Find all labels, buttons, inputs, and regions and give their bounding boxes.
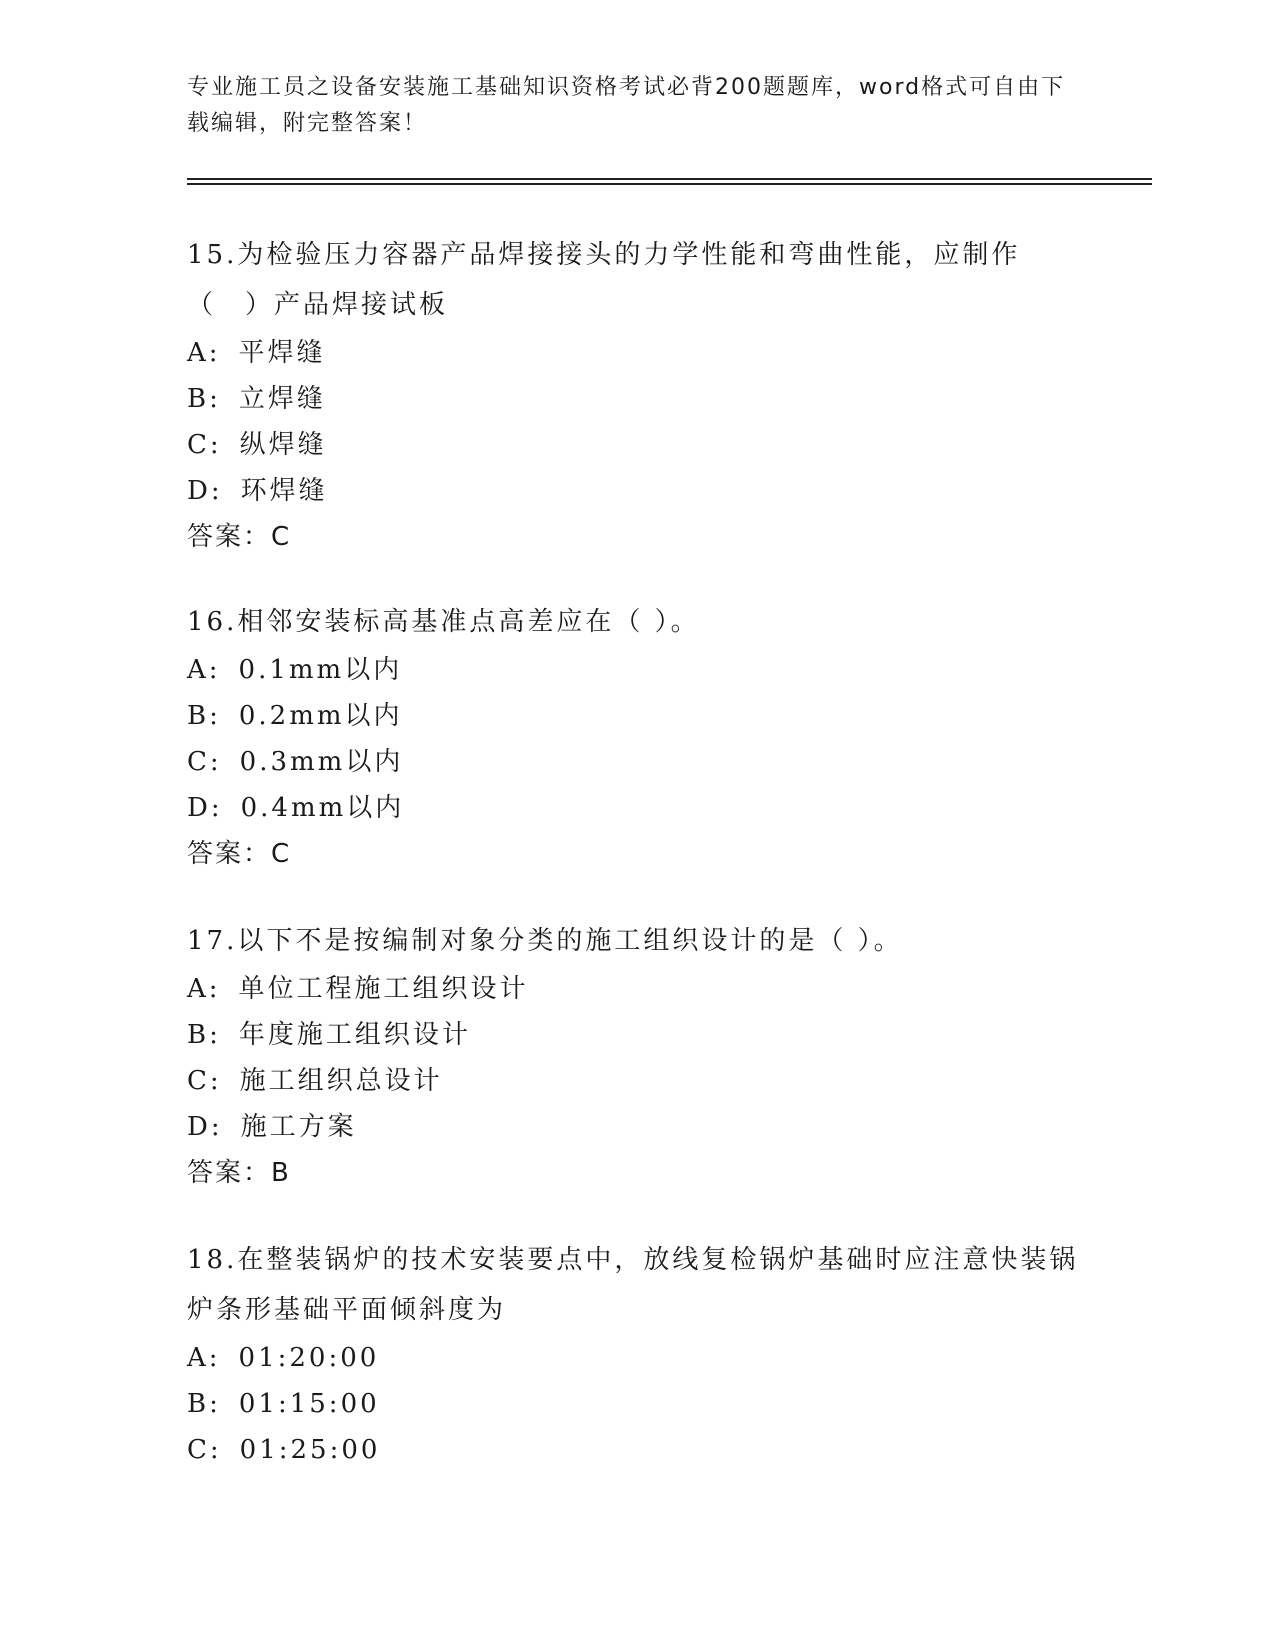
option-c [187,1427,1087,1473]
option-d [187,1104,1087,1150]
option-a [187,647,1087,693]
option-d [187,468,1087,514]
option-c [187,1058,1087,1104]
header-divider-bottom [187,183,1152,185]
answer-line: 答案：C [187,839,292,869]
option-letter: A: [187,1343,221,1373]
question-18 [187,1235,1087,1473]
option-text: 01:25:00 [239,1435,381,1465]
option-a [187,330,1087,376]
option-text: 0.4mm以内 [240,793,405,823]
option-letter: B: [187,701,221,731]
option-letter: B: [187,1020,221,1050]
document-header: 专业施工员之设备安装施工基础知识资格考试必背200题题库，word格式可自由下载编辑，附完整答案！ [187,75,1066,136]
option-text: 立焊缝 [238,384,326,414]
question-16 [187,597,1087,877]
option-d [187,785,1087,831]
question-title: 17.以下不是按编制对象分类的施工组织设计的是（ ）。 [187,926,903,956]
option-text: 0.3mm以内 [239,747,404,777]
option-letter: C: [187,747,222,777]
option-text: 纵焊缝 [239,430,327,460]
option-b [187,1012,1087,1058]
option-letter: D: [187,476,223,506]
option-c [187,739,1087,785]
option-b [187,376,1087,422]
question-title: 16.相邻安装标高基准点高差应在（ ）。 [187,607,700,637]
answer-line: 答案：C [187,522,292,552]
option-text: 施工组织总设计 [239,1066,443,1096]
question-15 [187,230,1087,560]
option-text: 01:20:00 [238,1343,380,1373]
option-text: 环焊缝 [240,476,328,506]
question-title: 18.在整装锅炉的技术安装要点中，放线复检锅炉基础时应注意快装锅炉条形基础平面倾斜度为 [187,1245,1079,1325]
option-letter: A: [187,338,221,368]
option-letter: D: [187,1112,223,1142]
option-a [187,1335,1087,1381]
option-text: 单位工程施工组织设计 [238,974,529,1004]
option-text: 0.1mm以内 [238,655,403,685]
option-letter: C: [187,1066,222,1096]
option-letter: D: [187,793,223,823]
option-b [187,693,1087,739]
option-text: 01:15:00 [238,1389,380,1419]
option-text: 0.2mm以内 [238,701,403,731]
option-letter: A: [187,655,221,685]
header-divider-top [187,178,1152,180]
question-17 [187,916,1087,1196]
option-a [187,966,1087,1012]
option-text: 平焊缝 [238,338,326,368]
answer-line: 答案：B [187,1158,291,1188]
option-c [187,422,1087,468]
option-b [187,1381,1087,1427]
option-letter: A: [187,974,221,1004]
option-letter: C: [187,1435,222,1465]
option-letter: C: [187,430,222,460]
option-text: 施工方案 [240,1112,357,1142]
option-letter: B: [187,384,221,414]
option-letter: B: [187,1389,221,1419]
question-title: 15.为检验压力容器产品焊接接头的力学性能和弯曲性能，应制作（ ）产品焊接试板 [187,240,1021,320]
option-text: 年度施工组织设计 [238,1020,471,1050]
